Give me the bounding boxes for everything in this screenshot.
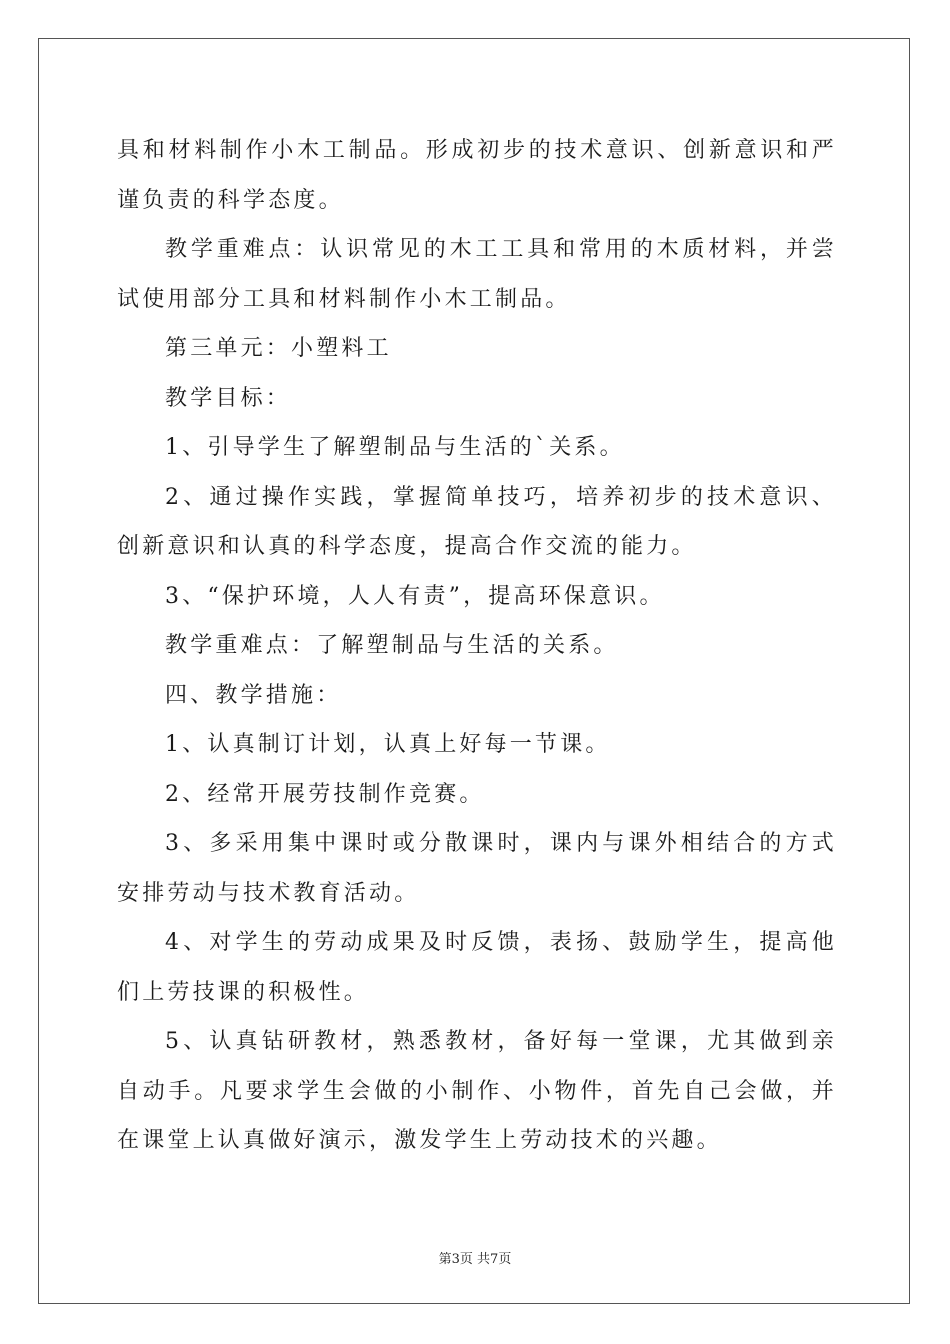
list-item-objective-1: 1、引导学生了解塑制品与生活的`关系。: [165, 435, 625, 460]
list-item-measure-2: 2、经常开展劳技制作竞赛。: [165, 781, 485, 807]
paragraph-continuation: 具和材料制作小木工制品。形成初步的技术意识、创新意识和严谨负责的科学态度。: [117, 138, 837, 213]
list-item-measure-3: 3、多采用集中课时或分散课时，课内与课外相结合的方式安排劳动与技术教育活动。: [117, 831, 837, 906]
list-item-objective-2: 2、通过操作实践，掌握简单技巧，培养初步的技术意识、创新意识和认真的科学态度，提高合作交流的能力。: [117, 484, 837, 559]
paragraph-key-points: 教学重难点：认识常见的木工工具和常用的木质材料，并尝试使用部分工具和材料制作小木工制品。: [117, 237, 837, 312]
list-item-measure-1: 1、认真制订计划，认真上好每一节课。: [165, 732, 611, 757]
list-item-objective-3: 3、“保护环境，人人有责”，提高环保意识。: [165, 583, 665, 609]
list-item-measure-4: 4、对学生的劳动成果及时反馈，表扬、鼓励学生，提高他们上劳技课的积极性。: [117, 930, 837, 1005]
section-heading-measures: 四、教学措施：: [165, 682, 342, 708]
section-heading-unit-3: 第三单元：小塑料工: [165, 336, 392, 361]
subheading-objectives: 教学目标：: [165, 385, 292, 411]
list-item-measure-5: 5、认真钻研教材，熟悉教材，备好每一堂课，尤其做到亲自动手。凡要求学生会做的小制作、小物件，首先自己会做，并在课堂上认真做好演示，激发学生上劳动技术的兴趣。: [117, 1029, 837, 1153]
paragraph-unit-3-key-points: 教学重难点：了解塑制品与生活的关系。: [165, 633, 619, 658]
document-body: [117, 126, 837, 1166]
page-number-footer: 第3页 共7页: [438, 1252, 512, 1267]
